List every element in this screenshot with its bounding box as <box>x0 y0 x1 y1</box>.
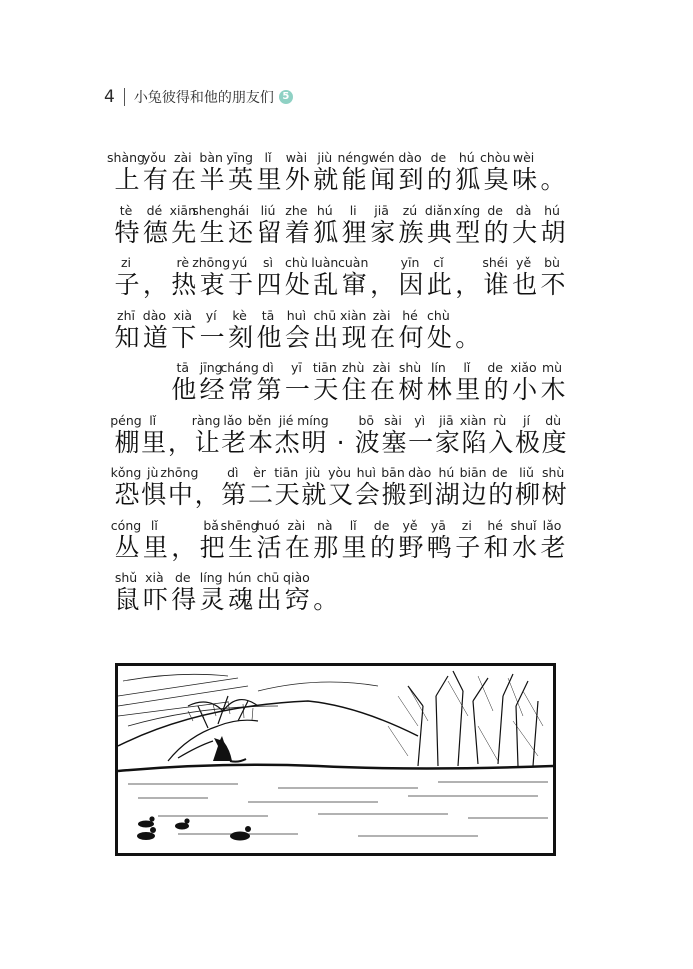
pinyin: shù <box>542 465 565 480</box>
pinyin: huó <box>256 517 280 533</box>
pinyin: dù <box>545 412 562 428</box>
hanzi: 树 <box>398 375 424 404</box>
pinyin: li <box>349 202 357 218</box>
pinyin: hé <box>487 517 503 533</box>
hanzi: 就 <box>301 480 327 509</box>
hanzi: 一 <box>408 427 434 457</box>
pinyin: dà <box>515 202 532 218</box>
hanzi: 。 <box>540 165 566 194</box>
text-line <box>0 360 693 406</box>
hanzi: 着 <box>284 217 310 247</box>
pinyin: yú <box>231 255 248 270</box>
pinyin: shàng <box>107 150 145 165</box>
hanzi: 他 <box>171 375 197 404</box>
pinyin: zhù <box>341 360 365 375</box>
hanzi: 住 <box>341 375 367 404</box>
text-line <box>0 203 693 249</box>
hanzi: 他 <box>256 322 282 352</box>
pinyin: zhōng <box>160 465 199 480</box>
hanzi: 子 <box>455 532 481 562</box>
pinyin: bàn <box>199 150 223 165</box>
hanzi: 的 <box>488 480 514 509</box>
hanzi: 在 <box>171 165 197 194</box>
pinyin: zi <box>120 255 132 270</box>
pinyin: hú <box>316 202 333 218</box>
hanzi: 二 <box>247 480 273 509</box>
hanzi: 鸭 <box>426 532 452 562</box>
hanzi: 惧 <box>141 480 167 509</box>
pinyin: jí <box>523 412 530 428</box>
chapter-number-badge: 5 <box>279 90 293 104</box>
pinyin: de <box>491 465 508 480</box>
hanzi: 因 <box>398 270 424 299</box>
pinyin: zhī <box>117 307 135 323</box>
pinyin: yīn <box>400 255 420 270</box>
hanzi: 出 <box>256 585 282 614</box>
hanzi: 第 <box>256 375 282 404</box>
hanzi: 乱 <box>313 270 339 299</box>
hanzi: ， <box>194 480 220 509</box>
hanzi: 热 <box>171 270 197 299</box>
hanzi: 留 <box>256 217 282 247</box>
hanzi: 英 <box>228 165 254 194</box>
pinyin: ràng <box>191 412 221 428</box>
hanzi: 把 <box>199 532 225 562</box>
hanzi: 天 <box>274 480 300 509</box>
pinyin: kǒng <box>110 465 142 480</box>
pinyin: xiǎo <box>510 360 537 375</box>
pinyin: kè <box>232 307 247 323</box>
pinyin: nà <box>317 517 333 533</box>
hanzi: 道 <box>142 322 168 352</box>
hanzi: 一 <box>199 322 225 352</box>
pinyin: zài <box>287 517 306 533</box>
pinyin: xià <box>145 570 164 585</box>
pinyin: wài <box>285 150 308 165</box>
hanzi: 柳 <box>514 480 540 509</box>
hanzi: 里 <box>142 532 168 562</box>
hanzi: · <box>336 427 345 457</box>
hanzi: 型 <box>455 217 481 247</box>
pinyin: cháng <box>220 360 259 375</box>
hanzi: 下 <box>171 322 197 352</box>
pinyin: tè <box>119 202 133 218</box>
hanzi: 活 <box>256 532 282 562</box>
hanzi: 极 <box>514 427 540 457</box>
hanzi: 闻 <box>370 165 396 194</box>
text-line <box>0 465 693 511</box>
pinyin: hún <box>227 570 252 585</box>
hanzi: 的 <box>483 375 509 404</box>
pinyin: zhe <box>285 202 308 218</box>
hanzi: 得 <box>171 585 197 614</box>
pinyin: tā <box>261 307 275 323</box>
pinyin: zú <box>402 202 418 218</box>
pinyin: xiān <box>169 202 197 218</box>
pinyin: de <box>373 517 390 533</box>
pinyin: liǔ <box>519 465 534 480</box>
hanzi: 处 <box>284 270 310 299</box>
pinyin: jiù <box>317 150 333 165</box>
header-divider <box>124 88 125 106</box>
pinyin: chòu <box>480 150 511 165</box>
page-number: 4 <box>104 87 115 107</box>
pinyin: hú <box>458 150 475 165</box>
pinyin: dào <box>398 150 422 165</box>
pinyin: biān <box>459 465 487 480</box>
pinyin: jiù <box>305 465 321 480</box>
pinyin: wèi <box>512 150 535 165</box>
pinyin: chù <box>427 307 450 323</box>
hanzi: 半 <box>199 165 225 194</box>
pinyin: de <box>430 150 447 165</box>
pinyin: yīng <box>226 150 253 165</box>
hanzi: 又 <box>328 480 354 509</box>
hanzi: 树 <box>541 480 567 509</box>
hanzi: 臭 <box>483 165 509 194</box>
hanzi: 陷 <box>461 427 487 457</box>
hanzi: 灵 <box>199 585 225 614</box>
hanzi: 搬 <box>381 480 407 509</box>
hanzi: 特 <box>114 217 140 247</box>
pinyin: èr <box>253 465 266 480</box>
hanzi: 的 <box>426 165 452 194</box>
hanzi: 衷 <box>199 270 225 299</box>
hanzi: 。 <box>455 322 481 352</box>
pinyin: dào <box>142 307 167 323</box>
pinyin: shù <box>398 360 422 375</box>
hanzi: 家 <box>370 217 396 247</box>
hanzi: 此 <box>426 270 452 299</box>
hanzi: 窍 <box>284 585 310 614</box>
pinyin: hé <box>402 307 418 323</box>
hanzi: 在 <box>370 375 396 404</box>
hanzi: 处 <box>426 322 452 352</box>
hanzi: 不 <box>540 270 566 299</box>
pinyin: cuàn <box>337 255 369 270</box>
hanzi: 恐 <box>114 480 140 509</box>
pinyin: shéi <box>482 255 508 270</box>
hanzi: 狐 <box>313 217 339 247</box>
hanzi: 出 <box>313 322 339 352</box>
pinyin: péng <box>110 412 142 428</box>
pinyin: líng <box>199 570 223 585</box>
pinyin: lǐ <box>463 360 471 375</box>
pinyin: shēng <box>220 517 259 533</box>
pinyin: de <box>174 570 191 585</box>
pinyin: cóng <box>110 517 142 533</box>
pinyin: bān <box>381 465 405 480</box>
hanzi: 水 <box>512 532 538 562</box>
pinyin: zài <box>372 360 391 375</box>
hanzi: 味 <box>512 165 538 194</box>
pinyin: bō <box>358 412 375 428</box>
pinyin: tiān <box>274 465 299 480</box>
pinyin: qiào <box>283 570 310 585</box>
pinyin: diǎn <box>424 202 452 218</box>
pinyin: cǐ <box>433 255 444 270</box>
hanzi: 和 <box>483 532 509 562</box>
hanzi: 族 <box>398 217 424 247</box>
pinyin: jiā <box>439 412 454 428</box>
pinyin: wén <box>368 150 395 165</box>
hanzi: 老 <box>540 532 566 562</box>
text-line <box>0 150 693 196</box>
pinyin: chū <box>313 307 337 323</box>
hanzi: 里 <box>455 375 481 404</box>
hanzi: 度 <box>541 427 567 457</box>
pinyin: jiā <box>374 202 389 218</box>
pinyin: xíng <box>453 202 481 218</box>
illustration-drawing <box>118 666 553 853</box>
fox-lake-illustration <box>115 663 556 856</box>
hanzi: 狐 <box>455 165 481 194</box>
hanzi: 吓 <box>142 585 168 614</box>
hanzi: 刻 <box>228 322 254 352</box>
pinyin: luàn <box>311 255 339 270</box>
hanzi: 杰 <box>274 427 300 457</box>
hanzi: 上 <box>114 165 140 194</box>
hanzi: ， <box>142 270 168 299</box>
hanzi: 那 <box>313 532 339 562</box>
hanzi: 还 <box>228 217 254 247</box>
hanzi: 天 <box>313 375 339 404</box>
hanzi: 里 <box>341 532 367 562</box>
pinyin: jīng <box>199 360 223 375</box>
hanzi: 于 <box>228 270 254 299</box>
hanzi: 子 <box>114 270 140 299</box>
hanzi: 野 <box>398 532 424 562</box>
pinyin: zhōng <box>192 255 231 270</box>
pinyin: yí <box>205 307 217 323</box>
hanzi: 狸 <box>341 217 367 247</box>
pinyin: rè <box>176 255 190 270</box>
pinyin: lǐ <box>150 517 158 533</box>
pinyin: dé <box>146 202 163 218</box>
hanzi: 也 <box>512 270 538 299</box>
hanzi: 林 <box>426 375 452 404</box>
hanzi: 常 <box>228 375 254 404</box>
hanzi: 第 <box>221 480 247 509</box>
pinyin: hú <box>438 465 455 480</box>
pinyin: yā <box>430 517 446 533</box>
hanzi: 边 <box>461 480 487 509</box>
pinyin: sài <box>384 412 402 428</box>
hanzi: 中 <box>167 480 193 509</box>
hanzi: 家 <box>434 427 460 457</box>
hanzi: 窜 <box>341 270 367 299</box>
text-line <box>0 308 693 354</box>
pinyin: lǐ <box>149 412 157 428</box>
pinyin: rù <box>493 412 507 428</box>
hanzi: ， <box>167 427 193 457</box>
hanzi: 就 <box>313 165 339 194</box>
pinyin: jù <box>146 465 159 480</box>
pinyin: bǎ <box>203 517 219 533</box>
pinyin: yě <box>516 255 532 270</box>
pinyin: lín <box>430 360 446 375</box>
hanzi: 会 <box>354 480 380 509</box>
pinyin: xià <box>173 307 193 323</box>
hanzi: 波 <box>354 427 380 457</box>
pinyin: de <box>487 202 503 218</box>
hanzi: ， <box>370 270 396 299</box>
hanzi: ， <box>171 532 197 562</box>
hanzi: 生 <box>199 217 225 247</box>
hanzi: 的 <box>370 532 396 562</box>
pinyin: huì <box>356 465 376 480</box>
hanzi: 本 <box>247 427 273 457</box>
hanzi: 塞 <box>381 427 407 457</box>
hanzi: 鼠 <box>114 585 140 614</box>
hanzi: 大 <box>512 217 538 247</box>
pinyin: sì <box>263 255 273 270</box>
hanzi: 先 <box>171 217 197 247</box>
hanzi: 里 <box>256 165 282 194</box>
hanzi: 到 <box>408 480 434 509</box>
pinyin: shǔ <box>114 570 138 585</box>
hanzi: 。 <box>313 585 339 614</box>
text-line <box>0 255 693 301</box>
pinyin: jié <box>278 412 294 428</box>
hanzi: 经 <box>199 375 225 404</box>
hanzi: 能 <box>341 165 367 194</box>
hanzi: 明 <box>301 427 327 457</box>
pinyin: zi <box>461 517 472 533</box>
pinyin: liú <box>260 202 276 218</box>
pinyin: lǐ <box>264 150 272 165</box>
pinyin: dào <box>408 465 432 480</box>
pinyin: yì <box>414 412 426 428</box>
hanzi: 知 <box>114 322 140 352</box>
text-line <box>0 413 693 459</box>
pinyin: shuǐ <box>510 517 537 533</box>
hanzi: 谁 <box>483 270 509 299</box>
hanzi: 入 <box>488 427 514 457</box>
pinyin: běn <box>247 412 272 428</box>
pinyin: hái <box>230 202 250 218</box>
hanzi: 何 <box>398 322 424 352</box>
hanzi: 丛 <box>114 532 140 562</box>
pinyin: yǒu <box>142 150 166 165</box>
pinyin: hú <box>544 202 560 218</box>
hanzi: 棚 <box>114 427 140 457</box>
pinyin: lǎo <box>223 412 243 428</box>
pinyin: xiàn <box>339 307 367 323</box>
pinyin: yòu <box>328 465 352 480</box>
hanzi: 湖 <box>434 480 460 509</box>
hanzi: ， <box>455 270 481 299</box>
hanzi: 到 <box>398 165 424 194</box>
hanzi: 现 <box>341 322 367 352</box>
hanzi: 生 <box>228 532 254 562</box>
hanzi: 外 <box>284 165 310 194</box>
pinyin: sheng <box>192 202 231 218</box>
pinyin: tiān <box>312 360 337 375</box>
hanzi: 胡 <box>540 217 566 247</box>
pinyin: míng <box>297 412 329 428</box>
hanzi: 让 <box>194 427 220 457</box>
pinyin: zài <box>372 307 391 323</box>
hanzi: 木 <box>540 375 566 404</box>
pinyin: bù <box>544 255 560 270</box>
hanzi: 有 <box>142 165 168 194</box>
pinyin: xiàn <box>459 412 487 428</box>
pinyin: zài <box>173 150 192 165</box>
hanzi: 里 <box>141 427 167 457</box>
hanzi: 四 <box>256 270 282 299</box>
pinyin: lǎo <box>542 517 562 533</box>
hanzi: 在 <box>370 322 396 352</box>
hanzi: 老 <box>221 427 247 457</box>
pinyin: mù <box>541 360 563 375</box>
book-title: 小兔彼得和他的朋友们 <box>133 90 274 106</box>
hanzi: 小 <box>512 375 538 404</box>
pinyin: yī <box>290 360 302 375</box>
pinyin: lǐ <box>349 517 357 533</box>
hanzi: 魂 <box>228 585 254 614</box>
pinyin: chū <box>256 570 280 585</box>
hanzi: 典 <box>426 217 452 247</box>
pinyin: yě <box>402 517 418 533</box>
pinyin: dì <box>227 465 239 480</box>
pinyin: chù <box>285 255 308 270</box>
text-line <box>0 518 693 564</box>
pinyin: dì <box>262 360 274 375</box>
text-line <box>0 570 693 616</box>
hanzi: 的 <box>483 217 509 247</box>
hanzi: 一 <box>284 375 310 404</box>
hanzi: 德 <box>142 217 168 247</box>
pinyin: néng <box>337 150 369 165</box>
page-header <box>104 86 293 108</box>
hanzi: 在 <box>284 532 310 562</box>
pinyin: tā <box>176 360 190 375</box>
pinyin: huì <box>286 307 307 323</box>
hanzi: 会 <box>284 322 310 352</box>
pinyin: de <box>487 360 503 375</box>
